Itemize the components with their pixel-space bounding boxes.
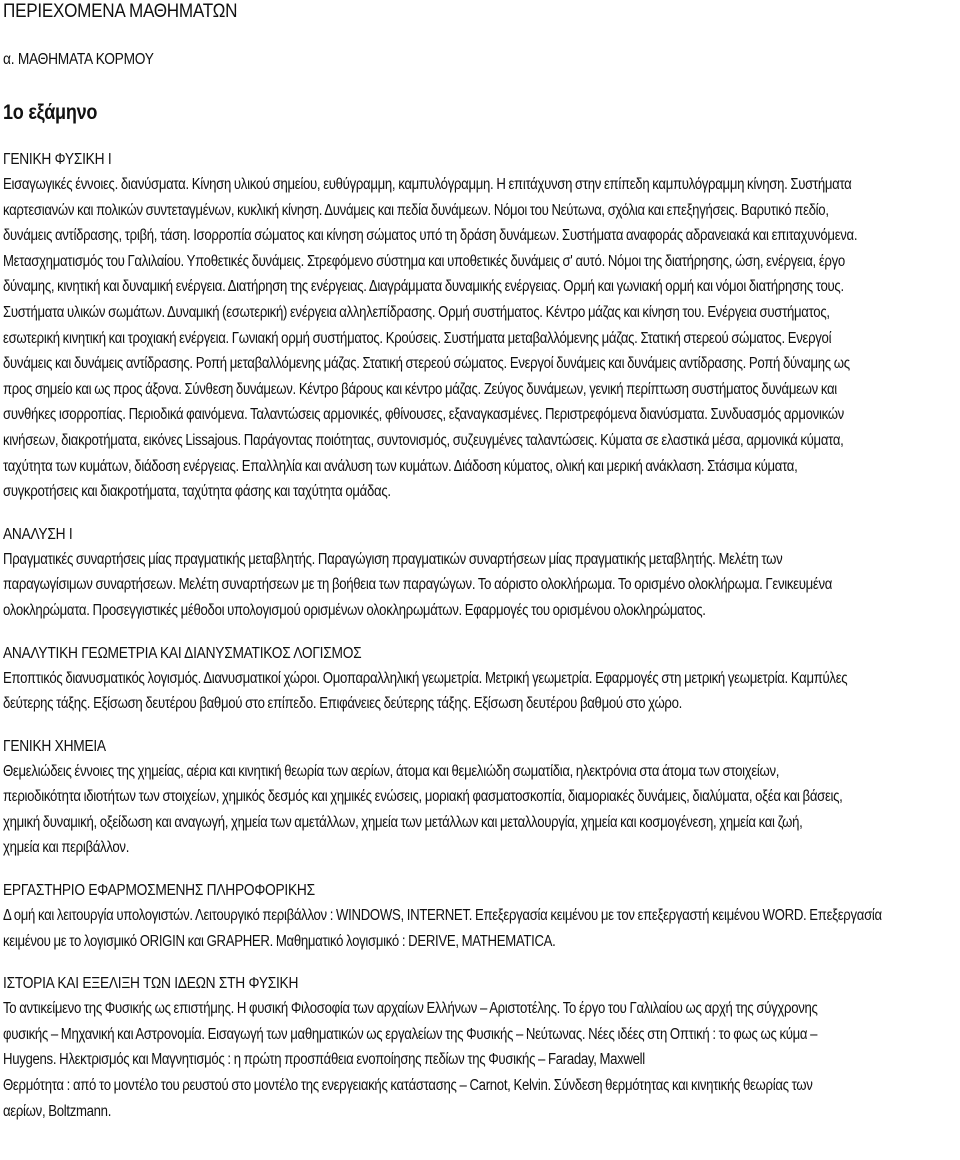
section-title: α. ΜΑΘΗΜΑΤΑ ΚΟΡΜΟΥ: [3, 51, 154, 68]
course-description: [3, 759, 944, 861]
course-line: κειμένου με το λογισμικό ORIGIN και GRAPHER. Μαθηματικό λογισμικό : DERIVE, MATHEMATICA.: [3, 932, 556, 950]
course-line: περιοδικότητα ιδιοτήτων των στοιχείων, χημικός δεσμός και χημικές ενώσεις, μοριακή φασματοσκοπία, διαμοριακές δυνάμεις, διαλύματα, οξέα και βάσεις,: [3, 788, 843, 806]
page-title: ΠΕΡΙΕΧΟΜΕΝΑ ΜΑΘΗΜΑΤΩΝ: [3, 1, 238, 22]
course-line: Θεμελιώδεις έννοιες της χημείας, αέρια και κινητική θεωρία των αερίων, άτομα και θεμελιώδη σωματίδια, ηλεκτρόνια στα άτομα των στοιχείων,: [3, 762, 780, 780]
course-line: ταχύτητα των κυμάτων, διάδοση ενέργειας. Επαλληλία και ανάλυση των κυμάτων. Διάδοση κύματος, ολική και μερική ανάκλαση. Στάσιμα κύματα,: [3, 457, 798, 475]
course-line: δύναμης, κινητική και δυναμική ενέργεια. Διατήρηση της ενέργειας. Διαγράμματα δυναμικής ενέργειας. Ορμή και γωνιακή ορμή και νόμοι διατήρησης τους.: [3, 278, 844, 296]
course-title: ΕΡΓΑΣΤΗΡΙΟ ΕΦΑΡΜΟΣΜΕΝΗΣ ΠΛΗΡΟΦΟΡΙΚΗΣ: [3, 882, 315, 900]
course-description: [3, 547, 944, 624]
course-line: δεύτερης τάξης. Εξίσωση δευτέρου βαθμού στο επίπεδο. Επιφάνειες δεύτερης τάξης. Εξίσωση δευτέρου βαθμού στο χώρο.: [3, 695, 682, 713]
course-line: χημική δυναμική, οξείδωση και αναγωγή, χημεία των αμετάλλων, χημεία των μετάλλων και μεταλλουργία, χημεία και κοσμογένεση, χημεία και ζωή,: [3, 813, 803, 831]
course-title: ΙΣΤΟΡΙΑ ΚΑΙ ΕΞΕΛΙΞΗ ΤΩΝ ΙΔΕΩΝ ΣΤΗ ΦΥΣΙΚΗ: [3, 975, 299, 993]
course-line: αερίων, Boltzmann.: [3, 1102, 112, 1120]
course-line: δυνάμεις και δυνάμεις αντίδρασης. Ροπή μεταβαλλόμενης μάζας. Στατική στερεού σώματος. Ενεργοί δυνάμεις και δυνάμεις αντίδρασης. Ροπή δύναμης ως: [3, 355, 850, 373]
course-line: Εισαγωγικές έννοιες. διανύσματα. Κίνηση υλικού σημείου, ευθύγραμμη, καμπυλόγραμμη. Η επιτάχυνση στην επίπεδη καμπυλόγραμμη κίνηση. Συστήματα: [3, 176, 852, 193]
course-line: Huygens. Ηλεκτρισμός και Μαγνητισμός : η πρώτη προσπάθεια ενοποίησης πεδίων της Φυσικής – Faraday, Maxwell: [3, 1051, 645, 1069]
course-applied-informatics-lab: [3, 881, 955, 954]
course-line: συγκροτήσεις και διακροτήματα, ταχύτητα φάσης και ταχύτητα ομάδας.: [3, 483, 391, 501]
course-line: Εποπτικός διανυσματικός λογισμός. Διανυσματικοί χώροι. Ομοπαραλληλική γεωμετρία. Μετρική γεωμετρία. Εφαρμογές στη μετρική γεωμετρία. Καμπύλες: [3, 669, 848, 687]
course-line: συνθήκες ισορροπίας. Περιοδικά φαινόμενα. Ταλαντώσεις αρμονικές, φθίνουσες, εξαναγκασμένες. Περιστρεφόμενα διανύσματα. Συνδυασμός αρμονικών: [3, 406, 844, 424]
course-line: παραγωγίσιμων συναρτήσεων. Μελέτη συναρτήσεων με τη βοήθεια των παραγώγων. Το αόριστο ολοκλήρωμα. Το ορισμένο ολοκλήρωμα. Γενικευμένα: [3, 576, 833, 594]
course-description: [3, 996, 944, 1124]
course-line: Δ ομή και λειτουργία υπολογιστών. Λειτουργικό περιβάλλον : WINDOWS, INTERNET. Επεξεργασία κειμένου με τον επεξεργαστή κειμένου WORD. Επεξεργασία: [3, 907, 882, 925]
course-line: Συστήματα υλικών σωμάτων. Δυναμική (εσωτερική) ενέργεια αλληλεπίδρασης. Ορμή συστήματος. Κέντρο μάζας και κίνηση του. Ενέργεια συστήματος,: [3, 303, 830, 321]
course-line: εσωτερική κινητική και τροχιακή ενέργεια. Γωνιακή ορμή συστήματος. Κρούσεις. Συστήματα μεταβαλλόμενης μάζας. Στατική στερεού σώματος. Ενεργοί: [3, 329, 832, 347]
course-line: Θερμότητα : από το μοντέλο του ρευστού στο μοντέλο της ενεργειακής κατάστασης – Carnot, Kelvin. Σύνδεση θερμότητας και κινητικής θεωρίας των: [3, 1077, 813, 1095]
course-history-of-physics: [3, 974, 955, 1124]
course-analysis-1: [3, 525, 955, 624]
course-general-physics: [3, 150, 955, 505]
course-title: ΓΕΝΙΚΗ ΧΗΜΕΙΑ: [3, 737, 106, 755]
course-line: προς σημείο και ως προς άξονα. Σύνθεση δυνάμεων. Κέντρο βάρους και κέντρο μάζας. Ζεύγος δυνάμεων, γενική περίπτωση συστήματος δυνάμεων και: [3, 380, 837, 398]
course-line: φυσικής – Μηχανική και Αστρονομία. Εισαγωγή των μαθηματικών ως εργαλείων της Φυσικής – Νεύτωνας. Νέες ιδέες στη Οπτική : το φως ως κύμα –: [3, 1025, 818, 1043]
course-line: δυνάμεις αντίδρασης, τριβή, τάση. Ισορροπία σώματος και κίνηση σώματος υπό τη δράση δυνάμεων. Συστήματα αναφοράς αδρανειακά και επιταχυνόμενα.: [3, 227, 858, 245]
course-line: Το αντικείμενο της Φυσικής ως επιστήμης. Η φυσική Φιλοσοφία των αρχαίων Ελλήνων – Αριστοτέλης. Το έργο του Γαλιλαίου ως αρχή της σύγχρονης: [3, 1000, 818, 1018]
course-title: ΑΝΑΛΥΤΙΚΗ ΓΕΩΜΕΤΡΙΑ ΚΑΙ ΔΙΑΝΥΣΜΑΤΙΚΟΣ ΛΟΓΙΣΜΟΣ: [3, 644, 362, 662]
document-page: [3, 0, 955, 1124]
course-analytic-geometry: [3, 644, 955, 717]
course-title: ΓΕΝΙΚΗ ΦΥΣΙΚΗ Ι: [3, 151, 112, 168]
course-description: [3, 903, 944, 954]
course-description: [3, 666, 944, 717]
course-general-chemistry: [3, 737, 955, 861]
course-line: καρτεσιανών και πολικών συντεταγμένων, κυκλική κίνηση. Δυνάμεις και πεδία δυνάμεων. Νόμοι του Νεύτωνα, σχόλια και επεξηγήσεις. Βαρυτικό πεδίο,: [3, 201, 829, 219]
course-title: ΑΝΑΛΥΣΗ Ι: [3, 525, 73, 543]
course-description: [3, 172, 944, 505]
course-line: Μετασχηματισμός του Γαλιλαίου. Υποθετικές δυνάμεις. Στρεφόμενο σύστημα και υποθετικές δυνάμεις σ' αυτό. Νόμοι της διατήρησης, ώση, ενέργεια, έργο: [3, 252, 845, 270]
course-line: ολοκληρώματα. Προσεγγιστικές μέθοδοι υπολογισμού ορισμένων ολοκληρωμάτων. Εφαρμογές του ορισμένου ολοκληρώματος.: [3, 601, 706, 619]
course-line: χημεία και περιβάλλον.: [3, 839, 130, 857]
course-line: Πραγματικές συναρτήσεις μίας πραγματικής μεταβλητής. Παραγώγιση πραγματικών συναρτήσεων μίας πραγματικής μεταβλητής. Μελέτη των: [3, 550, 783, 568]
semester-title: 1ο εξάμηνο: [3, 101, 98, 124]
course-line: κινήσεων, διακροτήματα, εικόνες Lissajous. Παράγοντας ποιότητας, συντονισμός, συζευγμένες ταλαντώσεις. Κύματα σε ελαστικά μέσα, αρμονικά κύματα,: [3, 431, 844, 449]
